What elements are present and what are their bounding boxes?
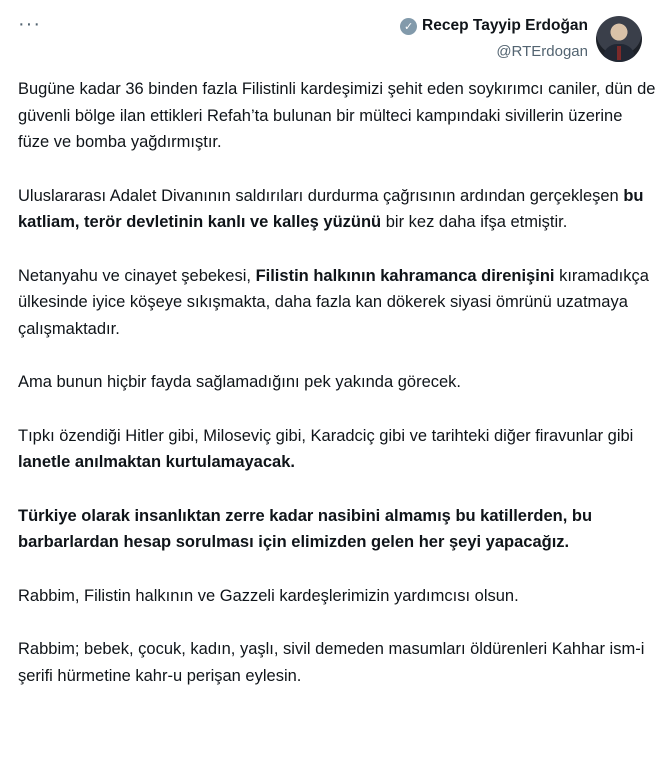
paragraph-6	[18, 503, 658, 556]
bold-segment: Filistin halkının kahramanca direnişini	[255, 266, 555, 285]
paragraph-4: Ama bunun hiçbir fayda sağlamadığını pek yakında görecek.	[18, 373, 462, 391]
bold-segment: bu katliam, terör devletinin kanlı ve kalleş yüzünü	[18, 186, 644, 231]
paragraph-3	[18, 263, 658, 343]
paragraph-2	[18, 183, 658, 236]
text-segment: bir kez daha ifşa etmiştir.	[381, 213, 568, 231]
paragraph-7: Rabbim, Filistin halkının ve Gazzeli kardeşlerimizin yardımcısı olsun.	[18, 586, 519, 605]
paragraph-1: Bugüne kadar 36 binden fazla Filistinli kardeşimizi şehit eden soykırımcı caniler, dün de güvenli bölge ilan ettikleri Refah’ta bulunan bir mülteci kampındaki sivillerin üzerine füze ve bomba yağdırmıştır.	[18, 80, 656, 151]
bold-segment: Türkiye olarak insanlıktan zerre kadar nasibini almamış bu katillerden, bu barbarlardan hesap sorulması için elimizden gelen her şeyi yapacağız.	[18, 506, 593, 551]
paragraph-5	[18, 423, 658, 476]
bold-segment: lanetle anılmaktan kurtulamayacak.	[18, 453, 295, 471]
text-segment: Uluslararası Adalet Divanının saldırıları durdurma çağrısının ardından gerçekleşen	[18, 186, 624, 205]
author-name-row[interactable]	[400, 17, 588, 35]
verified-badge-icon: ✓	[400, 18, 417, 35]
more-options-icon[interactable]: ···	[18, 13, 41, 35]
text-segment: kıramadıkça ülkesinde iyice köşeye sıkışmakta, daha fazla kan dökerek siyasi ömrünü uzatmaya çalışmaktadır.	[18, 266, 649, 338]
author-handle[interactable]: @RTErdogan	[496, 43, 588, 60]
avatar-tie	[617, 46, 621, 60]
author-name[interactable]: Recep Tayyip Erdoğan	[422, 17, 588, 34]
paragraph-8: Rabbim; bebek, çocuk, kadın, yaşlı, sivil demeden masumları öldürenleri Kahhar ism-i şerifi hürmetine kahr-u perişan eylesin.	[18, 640, 645, 685]
text-segment: Netanyahu ve cinayet şebekesi,	[18, 266, 256, 285]
avatar[interactable]	[596, 16, 642, 62]
tweet-text	[18, 76, 658, 716]
tweet-header	[0, 0, 672, 74]
text-segment: Tıpkı özendiği Hitler gibi, Miloseviç gibi, Karadciç gibi ve tarihteki diğer firavunlar gibi	[18, 426, 634, 445]
